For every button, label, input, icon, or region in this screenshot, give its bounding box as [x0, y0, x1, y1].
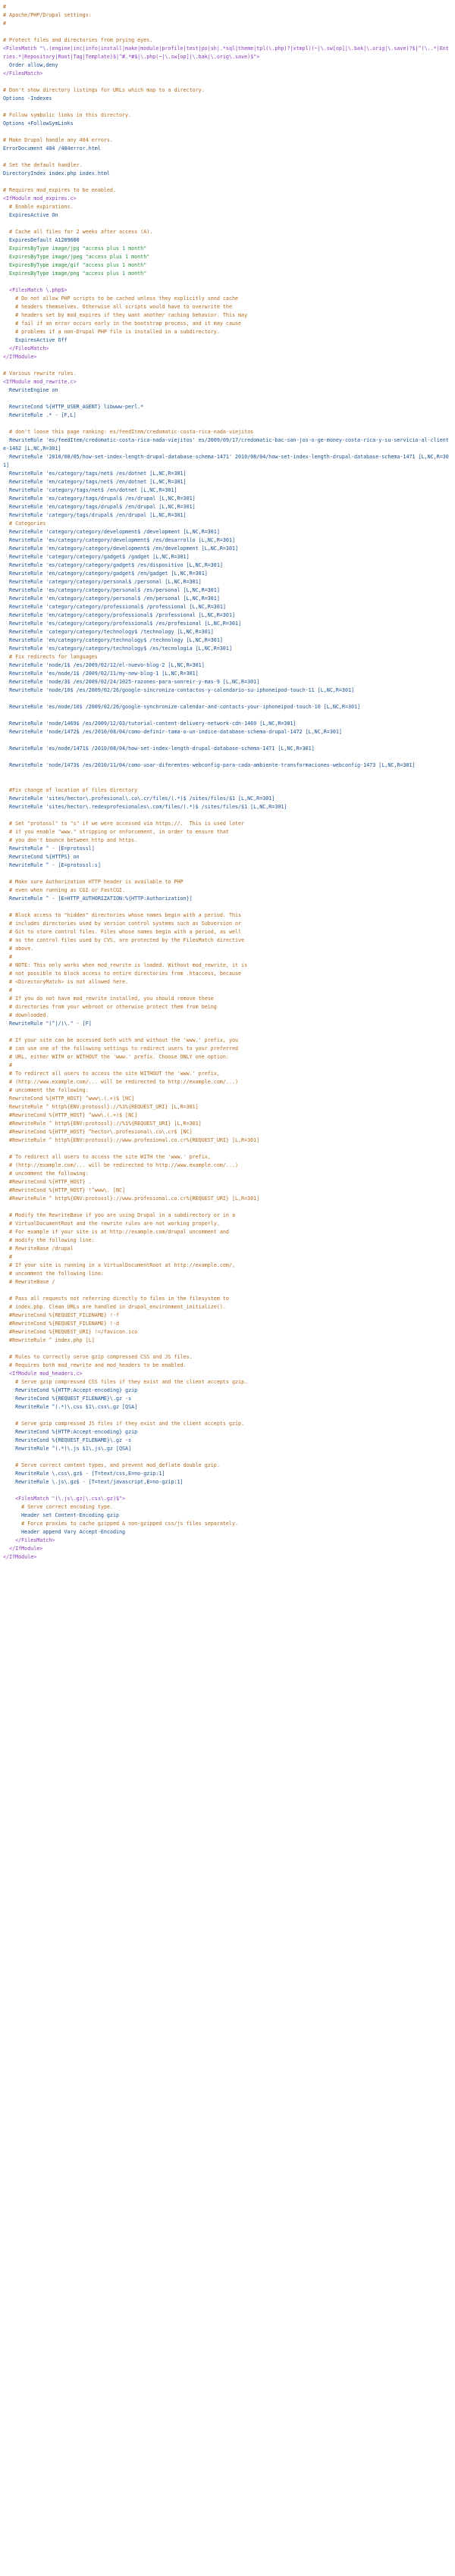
- code-line: RewriteRule ^ - [E=protossl:s]: [3, 862, 101, 868]
- code-comment-line: # fail if an error occurs early in the bootstrap process, and it may cause: [3, 320, 242, 327]
- code-comment-line: # you don't bounce between http and https.: [3, 837, 138, 843]
- code-comment-line: # not possible to block access to entire directories from .htaccess, because: [3, 971, 242, 977]
- code-line: ErrorDocument 404 /404error.html: [3, 145, 101, 152]
- code-comment-line: # <DirectoryMatch> is not allowed here.: [3, 979, 129, 985]
- code-comment-line: # headers set by mod_expires if they want another caching behavior. This may: [3, 312, 248, 318]
- code-line: RewriteRule 'es/category/tags/net$ /es/dotnet [L,NC,R=301]: [3, 470, 187, 477]
- code-line: [3, 1487, 450, 1495]
- code-tag-line: <FilesMatch \.php$>: [3, 287, 67, 293]
- code-comment-line: #RewriteCond %{HTTP_HOST} ^hector\.profesional\.co\.cr$ [NC]: [3, 1129, 193, 1135]
- code-comment-line: # Rules to correctly serve gzip compressed CSS and JS files.: [3, 1354, 193, 1360]
- code-comment-line: # VirtualDocumentRoot and the rewrite rules are not working properly.: [3, 1221, 220, 1227]
- code-line: RewriteRule 'es/node/10$ /2009/02/26/google-synchronize-calendar-and-contacts-your-iphoneipod-touch-10 [L,NC,R=301]: [3, 704, 361, 710]
- code-line: RewriteCond %{HTTP:Accept-encoding} gzip: [3, 1429, 138, 1435]
- code-comment-line: # problems if a non-Drupal PHP file is installed in a subdirectory.: [3, 329, 220, 335]
- code-line: RewriteRule .* - [F,L]: [3, 412, 77, 418]
- code-comment-line: #: [3, 954, 13, 960]
- code-line: RewriteRule 'node/1$ /es/2009/02/12/el-nuevo-blog-2 [L,NC,R=301]: [3, 662, 205, 668]
- code-line: RewriteRule 'es/category/category/technology$ /es/tecnologia [L,NC,R=301]: [3, 646, 232, 652]
- code-comment-line: # Fix redirects for languages: [3, 654, 98, 660]
- code-line: ExpiresByType image/jpeg "access plus 1 month": [3, 254, 150, 260]
- code-line: RewriteRule 'node/1469$ /es/2009/12/03/tutorial-content-delivery-network-cdn-1469 [L,NC,R=301]: [3, 721, 297, 727]
- code-comment-line: #RewriteRule ^ http%{ENV:protossl}://%1%{REQUEST_URI} [L,R=301]: [3, 1121, 202, 1127]
- code-line: RewriteRule ^ - [E=protossl]: [3, 846, 95, 852]
- code-comment-line: # Enable expirations.: [3, 204, 74, 210]
- code-tag-line: </FilesMatch>: [3, 345, 49, 352]
- code-line: RewriteCond %{HTTP:Accept-encoding} gzip: [3, 1387, 138, 1393]
- code-line: [3, 220, 450, 228]
- code-line: RewriteRule 'node/10$ /es/2009/02/26/google-sincroniza-contactos-y-calendario-su-iphoneipod-touch-11 [L,NC,R=301]: [3, 687, 355, 693]
- code-comment-line: # includes directories used by version control systems such as Subversion or: [3, 921, 242, 927]
- code-line: RewriteCond %{REQUEST_FILENAME}\.gz -s: [3, 1437, 132, 1443]
- code-line: RewriteRule 'es/node/1471$ /2010/08/04/how-set-index-length-drupal-database-schema-1471 [L,NC,R=301]: [3, 746, 315, 752]
- code-comment-line: # To redirect all users to access the site WITHOUT the 'www.' prefix,: [3, 1071, 220, 1077]
- code-line: Header append Vary Accept-Encoding: [3, 1529, 126, 1535]
- code-line: [3, 811, 450, 820]
- code-line: RewriteRule 'es/category/category/personal$ /es/personal [L,NC,R=301]: [3, 587, 220, 593]
- code-line: [3, 420, 450, 428]
- code-comment-line: # Serve gzip compressed JS files if they exist and the client accepts gzip.: [3, 1421, 245, 1427]
- code-comment-line: # downloaded.: [3, 1012, 49, 1018]
- code-comment-line: # Serve correct content types, and prevent mod_deflate double gzip.: [3, 1462, 220, 1468]
- code-line: [3, 128, 450, 136]
- code-tag-line: </FilesMatch>: [3, 1537, 55, 1543]
- code-comment-line: # (http://www.example.com/... will be redirected to http://example.com/...): [3, 1079, 239, 1085]
- code-comment-line: # Cache all files for 2 weeks after access (A).: [3, 229, 153, 235]
- code-line: RewriteRule 'es/node/1$ /2009/02/11/my-new-blog-1 [L,NC,R=301]: [3, 671, 199, 677]
- code-line: RewriteCond %{HTTP_USER_AGENT} libwww-perl.*: [3, 404, 144, 410]
- code-line: DirectoryIndex index.php index.html: [3, 170, 110, 177]
- code-line: RewriteRule \.css\.gz$ - [T=text/css,E=no-gzip:1]: [3, 1471, 165, 1477]
- code-line: [3, 1028, 450, 1036]
- code-line: RewriteRule ^(.*)\.js $1\.js\.gz [QSA]: [3, 1446, 132, 1452]
- code-line: [3, 103, 450, 111]
- code-line: [3, 778, 450, 786]
- code-comment-line: #RewriteRule ^ http%{ENV:protossl}://www.profesional.co.cr%{REQUEST_URI} [L,R=301]: [3, 1196, 260, 1202]
- code-comment-line: # Requires mod_expires to be enabled.: [3, 187, 116, 193]
- code-line: Order allow,deny: [3, 62, 58, 68]
- code-comment-line: # Modify the RewriteBase if you are using Drupal in a subdirectory or in a: [3, 1212, 235, 1218]
- code-comment-line: #RewriteRule ^ index.php [L]: [3, 1337, 95, 1343]
- code-comment-line: # Apache/PHP/Drupal settings:: [3, 12, 92, 18]
- code-line: RewriteRule 'en/category/category/development$ /en/development [L,NC,R=301]: [3, 546, 239, 552]
- code-comment-line: # URL, either WITH or WITHOUT the 'www.' prefix. Choose ONLY one option:: [3, 1054, 229, 1060]
- code-comment-line: # Set the default handler.: [3, 162, 83, 168]
- code-comment-line: #RewriteCond %{HTTP_HOST} .: [3, 1179, 92, 1185]
- code-line: [3, 1203, 450, 1211]
- code-line: RewriteRule 'en/category/category/professional$ /professional [L,NC,R=301]: [3, 612, 235, 618]
- code-comment-line: # To redirect all users to access the site WITH the 'www.' prefix,: [3, 1154, 211, 1160]
- code-comment-line: #RewriteCond %{REQUEST_FILENAME} !-d: [3, 1321, 119, 1327]
- code-comment-line: RewriteCond %{HTTP_HOST} ^www\.(.+)$ [NC]: [3, 1096, 135, 1102]
- code-line: RewriteRule 'en/category/category/technology$ /technology [L,NC,R=301]: [3, 637, 223, 643]
- code-tag-line: <IfModule mod_rewrite.c>: [3, 379, 77, 385]
- code-line: RewriteCond %{REQUEST_FILENAME}\.gz -s: [3, 1396, 132, 1402]
- code-line: Options +FollowSymLinks: [3, 120, 74, 127]
- code-comment-line: # If you do not have mod_rewrite installed, you should remove these: [3, 996, 214, 1002]
- code-line: RewriteRule 'category/tags/drupal$ /en/drupal [L,NC,R=301]: [3, 512, 187, 518]
- code-line: Header set Content-Encoding gzip: [3, 1512, 119, 1518]
- code-line: RewriteRule 'node/3$ /es/2009/02/24/1025-razones-para-sonreir-y-mas-9 [L,NC,R=301]: [3, 679, 260, 685]
- code-tag-line: <IfModule mod_expires.c>: [3, 195, 77, 202]
- code-line: [3, 1453, 450, 1462]
- code-comment-line: # headers themselves. Otherwise all scripts would have to overwrite the: [3, 304, 232, 310]
- code-line: RewriteRule 'es/category/category/development$ /es/desarrollo [L,NC,R=301]: [3, 537, 235, 543]
- code-comment-line: # Follow symbolic links in this directory.: [3, 112, 132, 118]
- code-line: RewriteRule ^(.*)\.css $1\.css\.gz [QSA]: [3, 1404, 138, 1410]
- code-tag-line: </IfModule>: [3, 1546, 43, 1552]
- code-line: RewriteRule '2010/08/05/how-set-index-length-drupal-database-schema-1471' 2010/08/04/how-set-index-length-drupal-database-schema-1471 [L,NC,R=301]: [3, 454, 449, 468]
- code-line: RewriteRule 'en/category/category/gadget$ /en/gadget [L,NC,R=301]: [3, 571, 208, 577]
- code-comment-line: #: [3, 20, 7, 27]
- code-comment-line: # uncomment the following:: [3, 1087, 89, 1093]
- code-line: ExpiresActive On: [3, 212, 58, 218]
- code-tag-line: <FilesMatch "(\.js\.gz|\.css\.gz)$">: [3, 1496, 126, 1502]
- code-comment-line: # don't loose this page ranking: es/feedItem/credomatic-costa-rica-nada-viejitos: [3, 429, 254, 435]
- code-comment-line: # can use one of the following settings to redirect users to your preferred: [3, 1046, 239, 1052]
- code-line: [3, 28, 450, 36]
- code-line: RewriteCond %{HTTPS} on: [3, 854, 80, 860]
- code-comment-line: # Pass all requests not referring directly to files in the filesystem to: [3, 1296, 229, 1302]
- code-line: RewriteRule 'es/feedItem/credomatic-costa-rica-nada-viejitos' es/2009/09/17/credomatic-bac-san-jos-o-ge-money-costa-rica-y-su-servicio-al-cliente-1462 [L,NC,R=301]: [3, 437, 449, 452]
- code-line: RewriteRule 'es/category/tags/drupal$ /es/drupal [L,NC,R=301]: [3, 496, 196, 502]
- code-line: RewriteRule 'node/1472$ /es/2010/08/04/como-definir-tama-o-un-indice-database-schema-drupal-1472 [L,NC,R=301]: [3, 729, 342, 735]
- code-comment-line: RewriteRule ^ http%{ENV:protossl}://%1%{REQUEST_URI} [L,R=301]: [3, 1104, 199, 1110]
- code-line: [3, 870, 450, 878]
- code-line: RewriteRule ^ - [E=HTTP_AUTHORIZATION:%{HTTP:Authorization}]: [3, 896, 193, 902]
- code-tag-line: </IfModule>: [3, 354, 37, 360]
- code-line: [3, 78, 450, 86]
- code-line: ExpiresByType image/png "access plus 1 month": [3, 270, 147, 277]
- code-line: ExpiresByType image/gif "access plus 1 month": [3, 262, 147, 268]
- code-comment-line: # above.: [3, 946, 34, 952]
- code-tag-line: </IfModule>: [3, 1554, 37, 1560]
- code-tag-line: </FilesMatch>: [3, 70, 43, 77]
- code-line: ExpiresActive Off: [3, 337, 67, 343]
- code-comment-line: # Block access to "hidden" directories whose names begin with a period. This: [3, 912, 242, 918]
- code-line: RewriteRule 'category/category/development$ /development [L,NC,R=301]: [3, 529, 220, 535]
- code-comment-line: # For example if your site is at http://example.com/drupal uncomment and: [3, 1229, 229, 1235]
- code-line: RewriteRule 'en/category/tags/drupal$ /en/drupal [L,NC,R=301]: [3, 504, 196, 510]
- code-comment-line: #RewriteCond %{REQUEST_FILENAME} !-f: [3, 1312, 119, 1318]
- code-line: [3, 178, 450, 186]
- code-line: [3, 1145, 450, 1153]
- code-line: RewriteRule 'en/category/tags/net$ /en/dotnet [L,NC,R=301]: [3, 479, 187, 485]
- code-comment-line: # If your site can be accessed both with and without the 'www.' prefix, you: [3, 1037, 239, 1043]
- code-comment-line: # Don't show directory listings for URLs which map to a directory.: [3, 87, 205, 93]
- code-comment-line: # Protect files and directories from prying eyes.: [3, 37, 153, 43]
- code-comment-line: # even when running as CGI or FastCGI.: [3, 887, 126, 893]
- code-comment-line: # NOTE: This only works when mod_rewrite is loaded. Without mod_rewrite, it is: [3, 962, 248, 968]
- code-line: RewriteRule 'category/category/gadget$ /gadget [L,NC,R=301]: [3, 554, 190, 560]
- code-comment-line: # Set "protossl" to "s" if we were accessed via https://. This is used later: [3, 821, 245, 827]
- code-line: [3, 395, 450, 403]
- code-comment-line: # Requires both mod_rewrite and mod_headers to be enabled.: [3, 1362, 187, 1368]
- code-line: RewriteRule 'es/category/category/professional$ /es/profesional [L,NC,R=301]: [3, 621, 242, 627]
- code-comment-line: # (http://example.com/... will be redirected to http://www.example.com/...): [3, 1162, 239, 1168]
- code-comment-line: # Do not allow PHP scripts to be cached unless they explicitly send cache: [3, 295, 239, 302]
- code-line: RewriteRule 'en/category/category/personal$ /en/personal [L,NC,R=301]: [3, 596, 220, 602]
- code-comment-line: #RewriteCond %{REQUEST_URI} !=/favicon.ico: [3, 1329, 138, 1335]
- code-comment-line: # Git to store control files. Files whose names begin with a period, as well: [3, 929, 242, 935]
- code-comment-line: # Make Drupal handle any 404 errors.: [3, 137, 113, 143]
- code-comment-line: # Make sure Authorization HTTP header is available to PHP: [3, 879, 184, 885]
- code-comment-line: # Force proxies to cache gzipped & non-gzipped css/js files separately.: [3, 1521, 239, 1527]
- code-line: RewriteRule 'es/category/category/gadget$ /es/dispositivo [L,NC,R=301]: [3, 562, 223, 568]
- code-line: [3, 903, 450, 911]
- code-line: RewriteRule "(^|/)\." - [F]: [3, 1021, 92, 1027]
- code-comment-line: # modify the following line:: [3, 1237, 95, 1243]
- code-line: ExpiresDefault A1209600: [3, 237, 80, 243]
- code-comment-line: # Serve correct encoding type.: [3, 1504, 113, 1510]
- code-line: Options -Indexes: [3, 95, 52, 102]
- code-comment-line: # directories from your webroot or otherwise protect them from being: [3, 1004, 217, 1010]
- code-comment-line: #RewriteCond %{HTTP_HOST} !^www\. [NC]: [3, 1187, 126, 1193]
- code-comment-line: #: [3, 4, 7, 10]
- code-comment-line: # as the control files used by CVS, are protected by the FilesMatch directive: [3, 937, 245, 943]
- code-comment-line: #RewriteCond %{HTTP_HOST} ^www\.(.+)$ [NC]: [3, 1112, 138, 1118]
- code-comment-line: # uncomment the following:: [3, 1171, 89, 1177]
- code-comment-line: # Categories: [3, 521, 46, 527]
- code-line: RewriteRule 'sites/hector\.redesprofesionales\.com/files/(.*)$ /sites/files/$1 [L,NC,R=301]: [3, 804, 287, 810]
- code-comment-line: #: [3, 1062, 13, 1068]
- code-line: ExpiresByType image/jpg "access plus 1 month": [3, 245, 147, 252]
- code-line: [3, 1345, 450, 1353]
- code-line: RewriteRule 'sites/hector\.profesional\.co\.cr/files/(.*)$ /sites/files/$1 [L,NC,R=301]: [3, 796, 275, 802]
- code-line: [3, 153, 450, 161]
- code-line: RewriteRule 'category/category/professional$ /professional [L,NC,R=301]: [3, 604, 226, 610]
- code-comment-line: #Fix change of location of files directory: [3, 787, 138, 793]
- code-comment-line: # If your site is running in a VirtualDocumentRoot at http://example.com/,: [3, 1262, 235, 1268]
- code-comment-line: # RewriteBase /: [3, 1279, 55, 1285]
- code-line: RewriteRule \.js\.gz$ - [T=text/javascript,E=no-gzip:1]: [3, 1479, 184, 1485]
- code-comment-line: # uncomment the following line:: [3, 1271, 104, 1277]
- code-line: [3, 361, 450, 370]
- code-tag-line: <FilesMatch "\.(engine|inc|info|install|make|module|profile|test|po|sh|.*sql|theme|tpl(\.php)?|xtmpl)(~|\.sw[op]|\.bak|\.orig|\.save)?$|^(\..*|Entries.*|Repository|Root|Tag|Template)$|^#.*#$|\.php(~|\.sw[op]|\.bak|\.orig\.save)$">: [3, 45, 449, 60]
- code-comment-line: # index.php. Clean URLs are handled in drupal_environment_initialize().: [3, 1304, 226, 1310]
- code-comment-line: #RewriteRule ^ http%{ENV:protossl}://www.profesional.co.cr%{REQUEST_URI} [L,R=301]: [3, 1137, 260, 1143]
- code-comment-line: # Serve gzip compressed CSS files if they exist and the client accepts gzip.: [3, 1379, 248, 1385]
- code-comment-line: #: [3, 1254, 13, 1260]
- code-line: RewriteRule 'category/tags/net$ /en/dotnet [L,NC,R=301]: [3, 487, 177, 493]
- code-line: [3, 1411, 450, 1420]
- code-tag-line: <IfModule mod_headers.c>: [3, 1371, 83, 1377]
- code-line: RewriteRule 'category/category/technology$ /technology [L,NC,R=301]: [3, 629, 214, 635]
- code-comment-line: # if you enable "www." stripping or enforcement, in order to ensure that: [3, 829, 229, 835]
- code-comment-line: # RewriteBase /drupal: [3, 1246, 74, 1252]
- code-line: RewriteRule 'category/category/personal$ /personal [L,NC,R=301]: [3, 579, 202, 585]
- code-line: [3, 278, 450, 286]
- code-line: [3, 1286, 450, 1295]
- code-line: RewriteRule 'node/1473$ /es/2010/11/04/como-usar-diferentes-webconfig-para-cada-ambiente-transformaciones-webconfig-1473 [L,NC,R=301]: [3, 762, 416, 768]
- code-comment-line: # Various rewrite rules.: [3, 370, 77, 377]
- code-line: RewriteEngine on: [3, 387, 58, 393]
- code-comment-line: #: [3, 987, 13, 993]
